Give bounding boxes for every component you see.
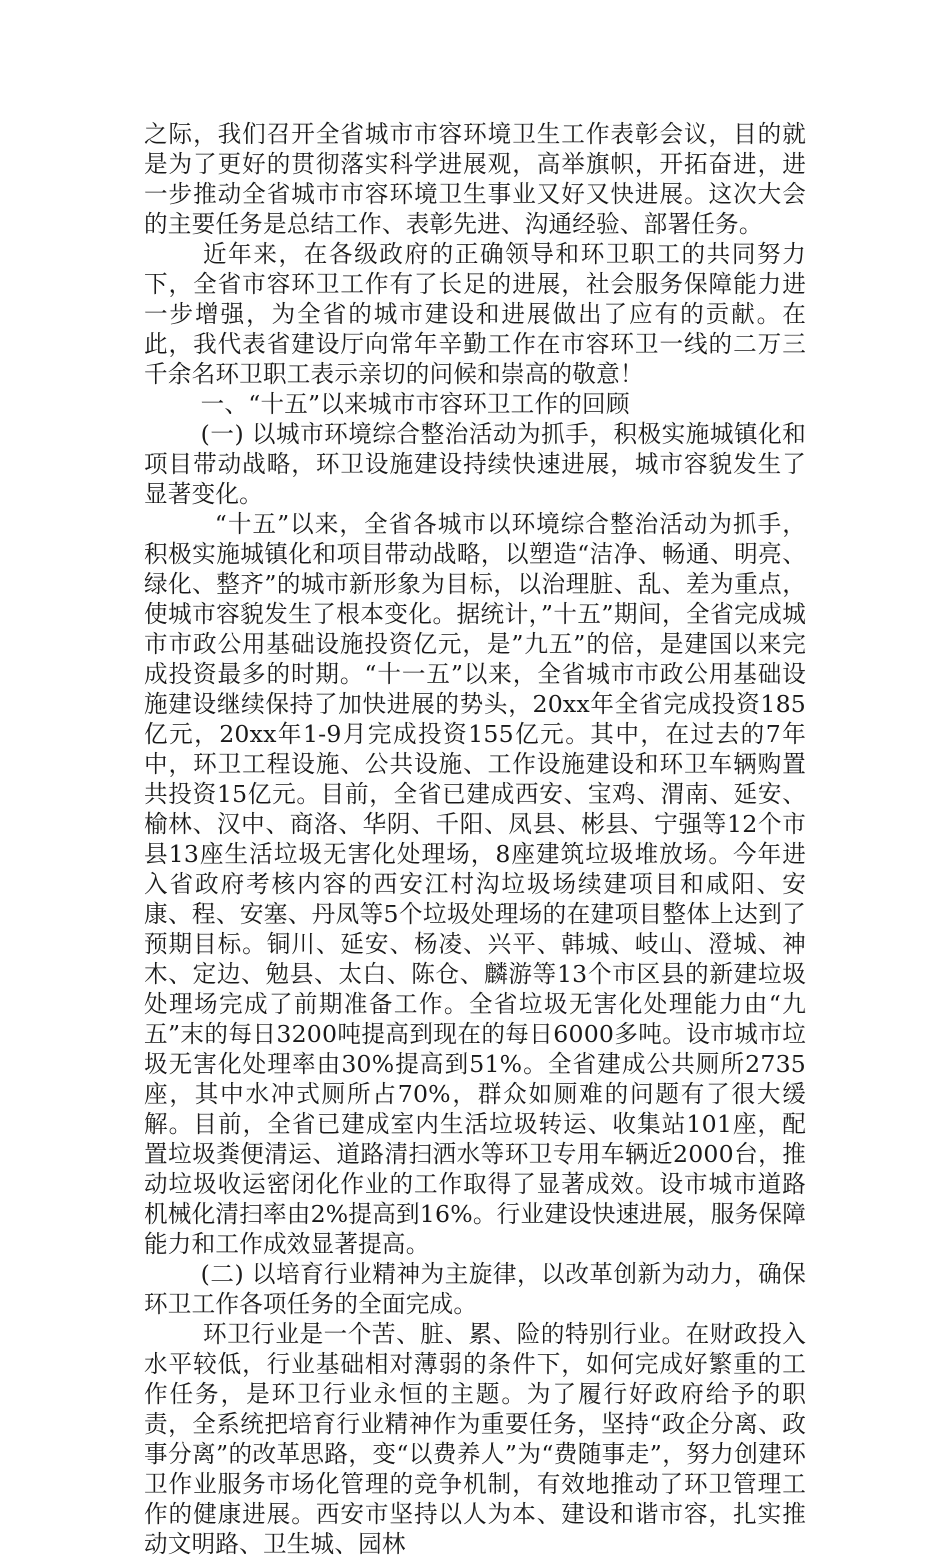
- subsection-heading-2: (二) 以培育行业精神为主旋律，以改革创新为动力，确保环卫工作各项任务的全面完成。: [144, 1260, 806, 1318]
- paragraph-facilities: “十五”以来，全省各城市以环境综合整治活动为抓手，积极实施城镇化和项目带动战略，以塑造“洁净、畅通、明亮、绿化、整齐”的城市新形象为目标，以治理脏、乱、差为重点，使城市容貌发生了根本变化。据统计，”十五”期间，全省完成城市市政公用基础设施投资亿元，是”九五”的倍，是建国以来完成投资最多的时期。“十一五”以来，全省城市市政公用基础设施建设继续保持了加快进展的势头，20xx年全省完成投资185亿元，20xx年1-9月完成投资155亿元。其中，在过去的7年中，环卫工程设施、公共设施、工作设施建设和环卫车辆购置共投资15亿元。目前，全省已建成西安、宝鸡、渭南、延安、榆林、汉中、商洛、华阴、千阳、凤县、彬县、宁强等12个市县13座生活垃圾无害化处理场，8座建筑垃圾堆放场。今年进入省政府考核内容的西安江村沟垃圾场续建项目和咸阳、安康、程、安塞、丹凤等5个垃圾处理场的在建项目整体上达到了预期目标。铜川、延安、杨凌、兴平、韩城、岐山、澄城、神木、定边、勉县、太白、陈仓、麟游等13个市区县的新建垃圾处理场完成了前期准备工作。全省垃圾无害化处理能力由“九五”末的每日3200吨提高到现在的每日6000多吨。设市城市垃圾无害化处理率由30%提高到51%。全省建成公共厕所2735座，其中水冲式厕所占70%，群众如厕难的问题有了很大缓解。目前，全省已建成室内生活垃圾转运、收集站101座，配置垃圾粪便清运、道路清扫洒水等环卫专用车辆近2000台，推动垃圾收运密闭化作业的工作取得了显著成效。设市城市道路机械化清扫率由2%提高到16%。行业建设快速进展，服务保障能力和工作成效显著提高。: [144, 510, 806, 1258]
- subsection-heading-1: (一) 以城市环境综合整治活动为抓手，积极实施城镇化和项目带动战略，环卫设施建设持续快速进展，城市容貌发生了显著变化。: [144, 420, 806, 508]
- section-heading-review: 一、“十五”以来城市市容环卫工作的回顾: [200, 390, 630, 418]
- document-body: [144, 119, 806, 1559]
- paragraph-greeting: 近年来，在各级政府的正确领导和环卫职工的共同努力下，全省市容环卫工作有了长足的进展，社会服务保障能力进一步增强，为全省的城市建设和进展做出了应有的贡献。在此，我代表省建设厅向常年辛勤工作在市容环卫一线的二万三千余名环卫职工表示亲切的问候和崇高的敬意！: [144, 240, 806, 388]
- paragraph-opening: 之际，我们召开全省城市市容环境卫生工作表彰会议，目的就是为了更好的贯彻落实科学进展观，高举旗帜，开拓奋进，进一步推动全省城市市容环境卫生事业又好又快进展。这次大会的主要任务是总结工作、表彰先进、沟通经验、部署任务。: [144, 120, 806, 238]
- paragraph-industry-spirit: 环卫行业是一个苦、脏、累、险的特别行业。在财政投入水平较低，行业基础相对薄弱的条件下，如何完成好繁重的工作任务，是环卫行业永恒的主题。为了履行好政府给予的职责，全系统把培育行业精神作为重要任务，坚持“政企分离、政事分离”的改革思路，变“以费养人”为“费随事走”，努力创建环卫作业服务市场化管理的竞争机制，有效地推动了环卫管理工作的健康进展。西安市坚持以人为本、建设和谐市容，扎实推动文明路、卫生城、园林: [144, 1320, 806, 1558]
